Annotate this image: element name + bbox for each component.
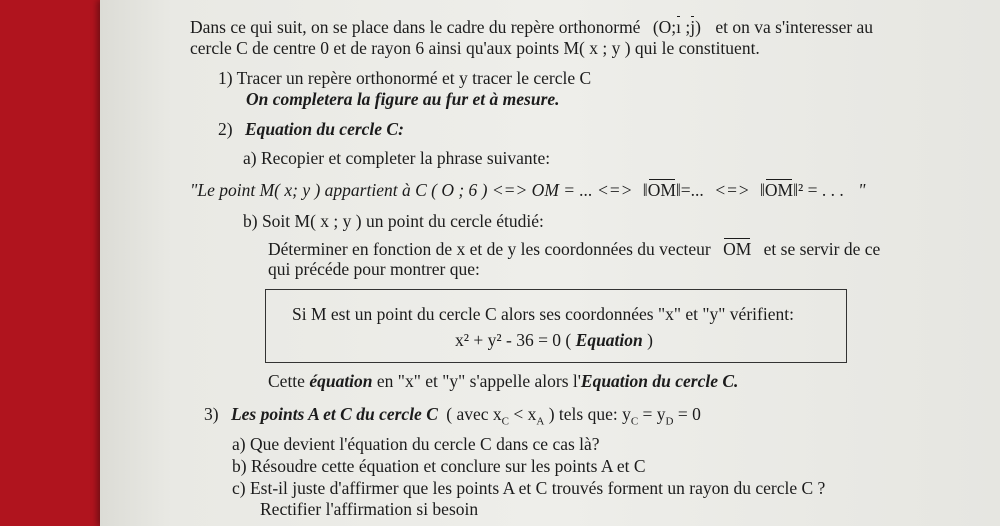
circle-equation: [455, 330, 653, 350]
intro-line-2: cercle C de centre 0 et de rayon 6 ainsi qu'aux points M( x ; y ) qui le constituent.: [190, 38, 760, 58]
q1-title: 1) Tracer un repère orthonormé et y tracer le cercle C: [218, 68, 592, 88]
box-line-1: Si M est un point du cercle C alors ses coordonnées "x" et "y" vérifient:: [292, 304, 794, 324]
q2-heading: Equation du cercle C:: [244, 119, 404, 139]
q3-condition: ( avec $x_C < x_A$ ) tels que: $y_C = y_D = 0$: [446, 404, 701, 428]
quote-text: "Le point M( x; y ) appartient à C ( O ; 6 ) <=> OM = ... <=>: [190, 180, 633, 200]
quote-close: ": [858, 180, 866, 200]
equiv-symbol: <=>: [714, 180, 750, 200]
instruction-text-b: et se servir de ce: [763, 239, 881, 259]
q2-title: [218, 119, 404, 139]
intro-line-1: [190, 17, 873, 37]
q3-number: 3): [204, 404, 219, 424]
equation-expression: x² + y² - 36 = 0 (: [455, 330, 572, 350]
vector-om: OM: [723, 239, 752, 259]
q3-c: c) Est-il juste d'affirmer que les points A et C trouvés forment un rayon du cercle C ?: [232, 478, 826, 498]
instruction-text: Déterminer en fonction de x et de y les coordonnées du vecteur: [268, 239, 711, 259]
equation-close: ): [647, 330, 653, 350]
intro-text-a: Dans ce qui suit, on se place dans le cadre du repère orthonormé: [190, 17, 641, 37]
q3-title: [204, 404, 701, 432]
frame-notation: (O;ı ;j): [652, 17, 701, 37]
q3-c-continued: Rectifier l'affirmation si besoin: [260, 499, 479, 519]
q2-b: b) Soit M( x ; y ) un point du cercle étudié:: [243, 211, 544, 231]
q2-a: a) Recopier et completer la phrase suivante:: [243, 148, 551, 168]
norm-expression-1: ‖OM‖=...: [642, 180, 704, 200]
equation-definition: Cette équation en "x" et "y" s'appelle alors l'Equation du cercle C.: [268, 371, 739, 391]
result-box: [265, 289, 847, 363]
norm-expression-2: ‖OM‖² = . . .: [760, 180, 844, 200]
q2-quote: [190, 180, 866, 200]
q2-b-instruction-2: qui précéde pour montrer que:: [268, 259, 480, 279]
q3-b: b) Résoudre cette équation et conclure sur les points A et C: [232, 456, 646, 476]
q2-number: 2): [218, 119, 233, 139]
circle-equation-term: Equation du cercle C.: [580, 371, 739, 391]
equation-label: Equation: [575, 330, 643, 350]
equation-word: équation: [309, 371, 373, 391]
q3-heading: Les points A et C du cercle C: [230, 404, 438, 424]
q3-a: a) Que devient l'équation du cercle C dans ce cas là?: [232, 434, 600, 454]
q1-note: On completera la figure au fur et à mesure.: [246, 89, 560, 109]
intro-text-b: et on va s'interesser au: [715, 17, 874, 37]
q2-b-instruction: [268, 239, 880, 259]
